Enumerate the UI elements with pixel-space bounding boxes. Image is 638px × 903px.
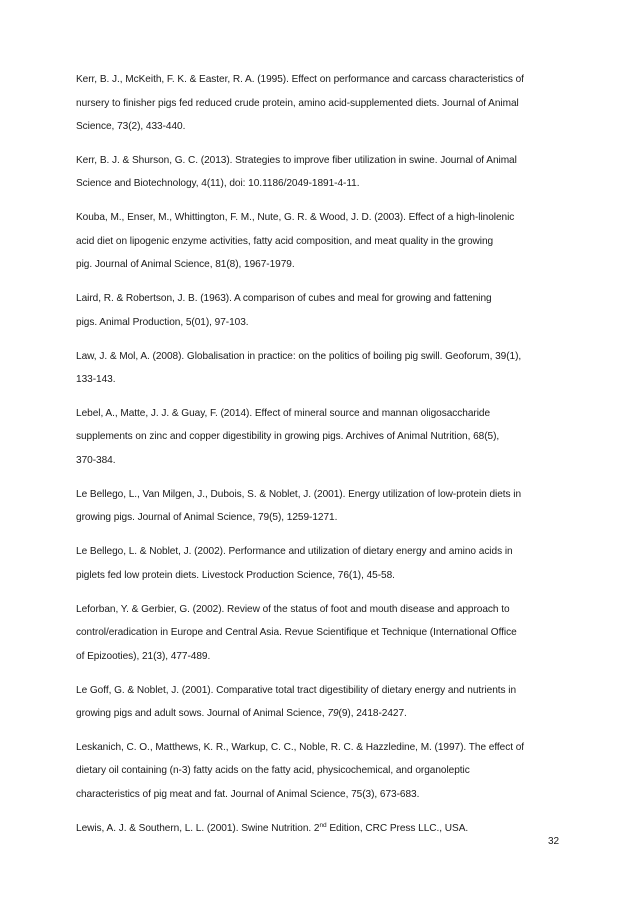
reference-text: (9), 2418-2427. bbox=[338, 708, 407, 720]
reference-text: Edition, CRC Press LLC., USA. bbox=[326, 822, 469, 834]
reference-line: 133-143. bbox=[76, 374, 116, 386]
reference-line: 370-384. bbox=[76, 454, 116, 466]
reference-line: Lebel, A., Matte, J. J. & Guay, F. (2014). Effect of mineral source and mannan oligosaccharide bbox=[76, 407, 491, 419]
reference-line: dietary oil containing (n-3) fatty acids on the fatty acid, physicochemical, and organoleptic bbox=[76, 765, 470, 777]
reference-entry bbox=[76, 679, 568, 726]
reference-entry bbox=[76, 287, 568, 334]
reference-line: Leforban, Y. & Gerbier, G. (2002). Review of the status of foot and mouth disease and approach to bbox=[76, 603, 510, 615]
reference-line: Science and Biotechnology, 4(11), doi: 10.1186/2049-1891-4-11. bbox=[76, 178, 360, 190]
reference-line: Kerr, B. J. & Shurson, G. C. (2013). Strategies to improve fiber utilization in swine. Journal of Animal bbox=[76, 154, 517, 166]
reference-line: pig. Journal of Animal Science, 81(8), 1967-1979. bbox=[76, 259, 295, 271]
reference-entry bbox=[76, 817, 568, 841]
reference-line: growing pigs. Journal of Animal Science, 79(5), 1259-1271. bbox=[76, 512, 338, 524]
volume-italic: 79 bbox=[327, 708, 339, 720]
reference-line: supplements on zinc and copper digestibility in growing pigs. Archives of Animal Nutrition, 68(5), bbox=[76, 431, 500, 443]
reference-line: Leskanich, C. O., Matthews, K. R., Warkup, C. C., Noble, R. C. & Hazzledine, M. (1997). The effect of bbox=[76, 741, 525, 753]
reference-line: pigs. Animal Production, 5(01), 97-103. bbox=[76, 316, 249, 328]
reference-entry bbox=[76, 402, 568, 473]
reference-line: Laird, R. & Robertson, J. B. (1963). A comparison of cubes and meal for growing and fattening bbox=[76, 293, 492, 305]
reference-entry bbox=[76, 149, 568, 196]
reference-line: nursery to finisher pigs fed reduced crude protein, amino acid-supplemented diets. Journal of Animal bbox=[76, 97, 519, 109]
reference-line: Le Bellego, L. & Noblet, J. (2002). Performance and utilization of dietary energy and amino acids in bbox=[76, 546, 513, 558]
page-number: 32 bbox=[548, 836, 560, 847]
reference-line: acid diet on lipogenic enzyme activities, fatty acid composition, and meat quality in the growing bbox=[76, 235, 494, 247]
reference-line: Le Bellego, L., Van Milgen, J., Dubois, S. & Noblet, J. (2001). Energy utilization of low-protein diets in bbox=[76, 488, 522, 500]
reference-entry bbox=[76, 483, 568, 530]
reference-entry bbox=[76, 68, 568, 139]
reference-line: Kouba, M., Enser, M., Whittington, F. M., Nute, G. R. & Wood, J. D. (2003). Effect of a high-linolenic bbox=[76, 212, 515, 224]
reference-list bbox=[76, 68, 568, 851]
reference-line: Le Goff, G. & Noblet, J. (2001). Comparative total tract digestibility of dietary energy and nutrients in bbox=[76, 684, 517, 696]
reference-text: growing pigs and adult sows. Journal of Animal Science, bbox=[76, 708, 328, 720]
reference-entry bbox=[76, 206, 568, 277]
reference-line: of Epizooties), 21(3), 477-489. bbox=[76, 650, 211, 662]
reference-line bbox=[76, 817, 568, 841]
reference-line: characteristics of pig meat and fat. Journal of Animal Science, 75(3), 673-683. bbox=[76, 788, 420, 800]
reference-line: control/eradication in Europe and Central Asia. Revue Scientifique et Technique (International Office bbox=[76, 627, 517, 639]
reference-entry bbox=[76, 598, 568, 669]
reference-line: Kerr, B. J., McKeith, F. K. & Easter, R. A. (1995). Effect on performance and carcass characteristics of bbox=[76, 74, 524, 85]
reference-line: Law, J. & Mol, A. (2008). Globalisation in practice: on the politics of boiling pig swill. Geoforum, 39(1), bbox=[76, 350, 522, 362]
reference-entry bbox=[76, 540, 568, 587]
reference-text: Lewis, A. J. & Southern, L. L. (2001). Swine Nutrition. 2 bbox=[76, 822, 320, 834]
reference-line bbox=[76, 702, 568, 726]
reference-entry bbox=[76, 736, 568, 807]
reference-line: Science, 73(2), 433-440. bbox=[76, 121, 186, 132]
ordinal-superscript: nd bbox=[319, 821, 327, 829]
reference-line: piglets fed low protein diets. Livestock Production Science, 76(1), 45-58. bbox=[76, 569, 395, 581]
reference-entry bbox=[76, 345, 568, 392]
